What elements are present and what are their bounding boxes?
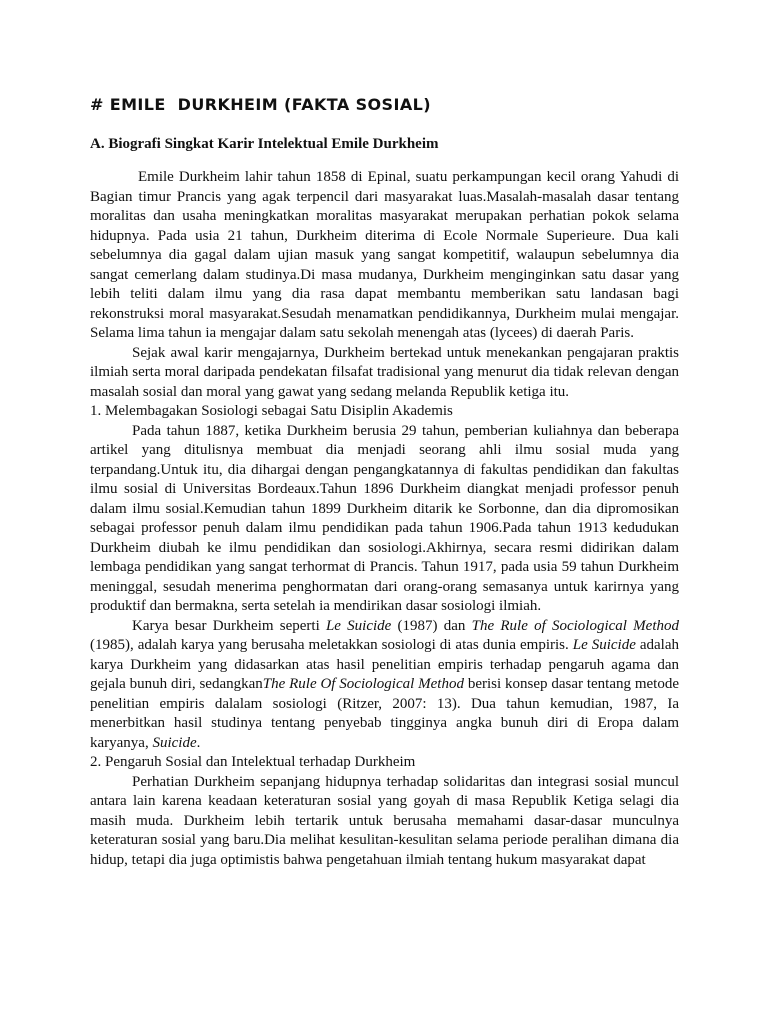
bio-paragraph-2: Sejak awal karir mengajarnya, Durkheim bertekad untuk menekankan pengajaran praktis ilmiah serta moral daripada pendekatan filsafat tradisional yang menurut dia tidak relevan dengan masalah sosial dan moral yang gawat yang sedang melanda Republik ketiga itu.: [90, 344, 679, 400]
sub1-paragraph-2: [90, 617, 679, 754]
sub1-paragraph-1: Pada tahun 1887, ketika Durkheim berusia 29 tahun, pemberian kuliahnya dan beberapa artikel yang ditulisnya membuat dia menjadi seorang ahli ilmu sosial muda yang terpandang.Untuk itu, dia dihargai dengan pengangkatannya di fakultas pendidikan dan fakultas ilmu sosial di Universitas Bordeaux.Tahun 1896 Durkheim diangkat menjadi professor penuh dalam ilmu sosial.Kemudian tahun 1899 Durkheim ditarik ke Sorbonne, dan dia dipromosikan sebagai professor penuh dalam ilmu pendidikan pada tahun 1906.Pada tahun 1913 kedudukan Durkheim diubah ke ilmu pendidikan dan sosiologi.Akhirnya, secara resmi didirikan dalam lembaga pendidikan yang sangat terhormat di Prancis. Tahun 1917, pada usia 59 tahun Durkheim meninggal, sesudah menerima penghormatan dari orang-orang semasanya untuk karirnya yang produktif dan bermakna, serta setelah ia mendirikan dasar sosiologi ilmiah.: [90, 422, 679, 614]
subsection-2-heading: 2. Pengaruh Sosial dan Intelektual terhadap Durkheim: [90, 754, 416, 770]
document-page: [90, 92, 679, 870]
book-title-rule-of-sociological-method: The Rule of Sociological Method: [471, 617, 679, 634]
text-run: .: [196, 734, 201, 751]
book-title-rule-of-sociological-method: The Rule Of Sociological Method: [262, 676, 464, 692]
document-title: # EMILE DURKHEIM (FAKTA SOSIAL): [90, 95, 431, 114]
sub2-paragraph-1: Perhatian Durkheim sepanjang hidupnya terhadap solidaritas dan integrasi sosial muncul antara lain karena keadaan keteraturan sosial yang goyah di masa Republik Ketiga selagi dia masih muda. Durkheim lebih tertarik untuk berusaha memahami dasar-dasar munculnya keteraturan sosial yang baru.Dia melihat kesulitan-kesulitan selama periode peralihan dimana dia hidup, tetapi dia juga optimistis bahwa pengetahuan ilmiah tentang hukum masyarakat dapat: [90, 773, 679, 868]
text-run: Karya besar Durkheim seperti: [132, 617, 326, 634]
book-title-le-suicide: Le Suicide: [325, 617, 392, 634]
book-title-suicide: Suicide: [152, 734, 197, 751]
bio-paragraph-1: Emile Durkheim lahir tahun 1858 di Epinal, suatu perkampungan kecil orang Yahudi di Bagian timur Prancis yang agak terpencil dari masyarakat luas.Masalah-masalah dasar tentang moralitas dan usaha meningkatkan moralitas masyarakat merupakan perhatian pokok selama hidupnya. Pada usia 21 tahun, Durkheim diterima di Ecole Normale Superieure. Dua kali sebelumnya dia gagal dalam ujian masuk yang sangat kompetitif, walaupun sebelumnya dia sangat cemerlang dalam studinya.Di masa mudanya, Durkheim menginginkan satu dasar yang lebih teliti dalam ilmu yang dia rasa dapat membantu memberikan satu landasan bagi rekonstruksi moral masyarakat.Sesudah menamatkan pendidikannya, Durkheim mulai mengajar. Selama lima tahun ia mengajar dalam satu sekolah menengah atas (lycees) di daerah Paris.: [90, 169, 679, 341]
section-a-heading: A. Biografi Singkat Karir Intelektual Emile Durkheim: [90, 136, 439, 152]
text-run: adalah karya Durkheim yang didasarkan atas hasil penelitian empiris terhadap pengaruh agama dan gejala bunuh diri, sedangkan: [90, 637, 680, 692]
text-run: (1985), adalah karya yang berusaha meletakkan sosiologi di atas dunia empiris.: [90, 637, 573, 653]
subsection-1-heading: 1. Melembagakan Sosiologi sebagai Satu Disiplin Akademis: [90, 403, 453, 419]
text-run: (1987) dan: [391, 617, 472, 634]
book-title-le-suicide: Le Suicide: [572, 637, 636, 653]
text-run: berisi konsep dasar tentang metode penelitian empiris dalalam sosiologi (Ritzer, 2007: 13). Dua tahun kemudian, 1987, Ia menerbitkan hasil studinya tentang penyebab tingginya angka bunuh diri di Eropa dalam karyanya,: [90, 676, 679, 751]
